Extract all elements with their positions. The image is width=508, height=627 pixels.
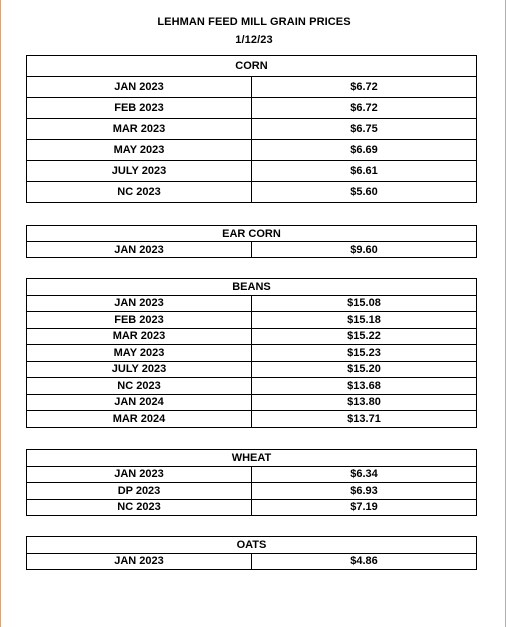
beans-header-row [27,279,477,296]
price-cell: $7.19 [252,499,477,516]
wheat-table [26,449,477,516]
oats-table [26,536,477,570]
price-cell: $15.18 [252,312,477,329]
month-cell: NC 2023 [27,182,252,203]
month-cell: MAR 2024 [27,411,252,428]
table-row [27,466,477,483]
table-row [27,499,477,516]
month-cell: MAR 2023 [27,328,252,345]
price-cell: $13.71 [252,411,477,428]
page-title: LEHMAN FEED MILL GRAIN PRICES [157,16,351,28]
price-cell: $9.60 [252,242,477,258]
price-cell: $15.23 [252,345,477,362]
price-cell: $6.61 [252,161,477,182]
table-row [27,312,477,329]
ear-corn-header-row [27,226,477,242]
price-cell: $15.08 [252,295,477,312]
month-cell: JAN 2023 [27,77,252,98]
month-cell: FEB 2023 [27,98,252,119]
table-row [27,140,477,161]
price-cell: $13.80 [252,394,477,411]
table-row [27,361,477,378]
table-row [27,378,477,395]
price-cell: $6.69 [252,140,477,161]
month-cell: DP 2023 [27,483,252,500]
table-row [27,119,477,140]
table-row [27,295,477,312]
oats-header-row [27,537,477,554]
price-cell: $15.22 [252,328,477,345]
wheat-header-row [27,450,477,467]
month-cell: JULY 2023 [27,361,252,378]
corn-table [26,55,477,203]
month-cell: MAR 2023 [27,119,252,140]
table-row [27,483,477,500]
table-row [27,98,477,119]
table-row [27,161,477,182]
wheat-header: WHEAT [27,450,477,467]
month-cell: MAY 2023 [27,140,252,161]
table-row [27,242,477,258]
month-cell: JAN 2023 [27,242,252,258]
table-row [27,411,477,428]
beans-table [26,278,477,428]
corn-header-row [27,56,477,77]
price-cell: $6.75 [252,119,477,140]
price-cell: $6.93 [252,483,477,500]
month-cell: FEB 2023 [27,312,252,329]
month-cell: JAN 2023 [27,466,252,483]
month-cell: JAN 2024 [27,394,252,411]
page-date: 1/12/23 [235,34,273,46]
table-row [27,182,477,203]
table-row [27,77,477,98]
table-row [27,553,477,570]
month-cell: JAN 2023 [27,553,252,570]
beans-header: BEANS [27,279,477,296]
table-row [27,345,477,362]
price-cell: $13.68 [252,378,477,395]
ear-corn-table [26,225,477,258]
price-cell: $6.72 [252,98,477,119]
month-cell: NC 2023 [27,378,252,395]
table-row [27,328,477,345]
oats-header: OATS [27,537,477,554]
price-cell: $6.72 [252,77,477,98]
month-cell: MAY 2023 [27,345,252,362]
table-row [27,394,477,411]
price-cell: $4.86 [252,553,477,570]
corn-header: CORN [27,56,477,77]
ear-corn-header: EAR CORN [27,226,477,242]
month-cell: JULY 2023 [27,161,252,182]
price-cell: $6.34 [252,466,477,483]
month-cell: NC 2023 [27,499,252,516]
month-cell: JAN 2023 [27,295,252,312]
price-cell: $15.20 [252,361,477,378]
price-cell: $5.60 [252,182,477,203]
